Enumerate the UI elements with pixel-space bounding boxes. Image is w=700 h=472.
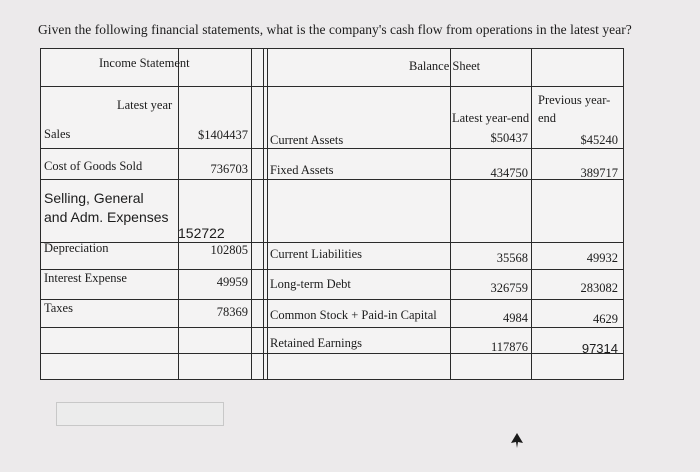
cogs-value: 736703 xyxy=(210,162,248,176)
common-stock-latest: 4984 xyxy=(503,311,528,325)
current-assets-previous: $45240 xyxy=(580,133,618,147)
column-divider xyxy=(178,49,179,379)
row-divider xyxy=(41,269,623,270)
retained-earnings-previous: 97314 xyxy=(581,341,618,356)
row-divider xyxy=(41,148,623,149)
previous-year-end-header-line1: Previous year- xyxy=(538,93,611,107)
fixed-assets-previous: 389717 xyxy=(580,166,618,180)
sga-label-line2: and Adm. Expenses xyxy=(44,209,169,225)
balance-sheet-header: Balance Sheet xyxy=(409,59,481,73)
financial-statements-table xyxy=(40,48,624,380)
sales-value: $1404437 xyxy=(198,128,248,142)
long-term-debt-latest: 326759 xyxy=(490,281,528,295)
previous-year-end-header-line2: end xyxy=(538,111,557,125)
current-assets-latest: $50437 xyxy=(490,131,528,145)
interest-expense-label: Interest Expense xyxy=(44,271,127,285)
interest-expense-value: 49959 xyxy=(216,275,248,289)
taxes-label: Taxes xyxy=(44,301,73,315)
row-divider xyxy=(41,86,623,87)
depreciation-value: 102805 xyxy=(210,243,248,257)
retained-earnings-label: Retained Earnings xyxy=(270,336,362,350)
column-divider xyxy=(623,49,624,379)
mouse-pointer-icon xyxy=(511,433,523,449)
current-liabilities-label: Current Liabilities xyxy=(270,247,362,261)
row-divider xyxy=(41,299,623,300)
sga-value: 152722 xyxy=(178,225,225,241)
fixed-assets-label: Fixed Assets xyxy=(270,163,334,177)
latest-year-end-header: Latest year-end xyxy=(452,111,530,125)
depreciation-label: Depreciation xyxy=(44,241,109,255)
current-assets-label: Current Assets xyxy=(270,133,344,147)
column-divider xyxy=(531,49,532,379)
column-divider xyxy=(267,49,268,379)
column-divider xyxy=(450,49,451,379)
common-stock-label: Common Stock + Paid-in Capital xyxy=(270,308,437,322)
answer-input[interactable] xyxy=(56,402,224,426)
retained-earnings-latest: 117876 xyxy=(490,340,528,354)
latest-year-header: Latest year xyxy=(117,98,173,112)
long-term-debt-previous: 283082 xyxy=(580,281,618,295)
row-divider xyxy=(41,242,623,243)
long-term-debt-label: Long-term Debt xyxy=(270,277,351,291)
income-statement-header: Income Statement xyxy=(99,56,190,70)
current-liabilities-previous: 49932 xyxy=(586,251,618,265)
column-divider xyxy=(251,49,252,379)
sga-label-line1: Selling, General xyxy=(44,190,144,206)
taxes-value: 78369 xyxy=(216,305,248,319)
column-divider xyxy=(263,49,264,379)
sales-label: Sales xyxy=(44,127,71,141)
common-stock-previous: 4629 xyxy=(593,312,618,326)
row-divider xyxy=(41,327,623,328)
cogs-label: Cost of Goods Sold xyxy=(44,159,143,173)
row-divider xyxy=(41,179,623,180)
row-divider xyxy=(41,353,623,354)
question-text: Given the following financial statements, what is the company's cash flow from operations in the latest year? xyxy=(38,22,632,37)
current-liabilities-latest: 35568 xyxy=(496,251,528,265)
fixed-assets-latest: 434750 xyxy=(490,166,528,180)
